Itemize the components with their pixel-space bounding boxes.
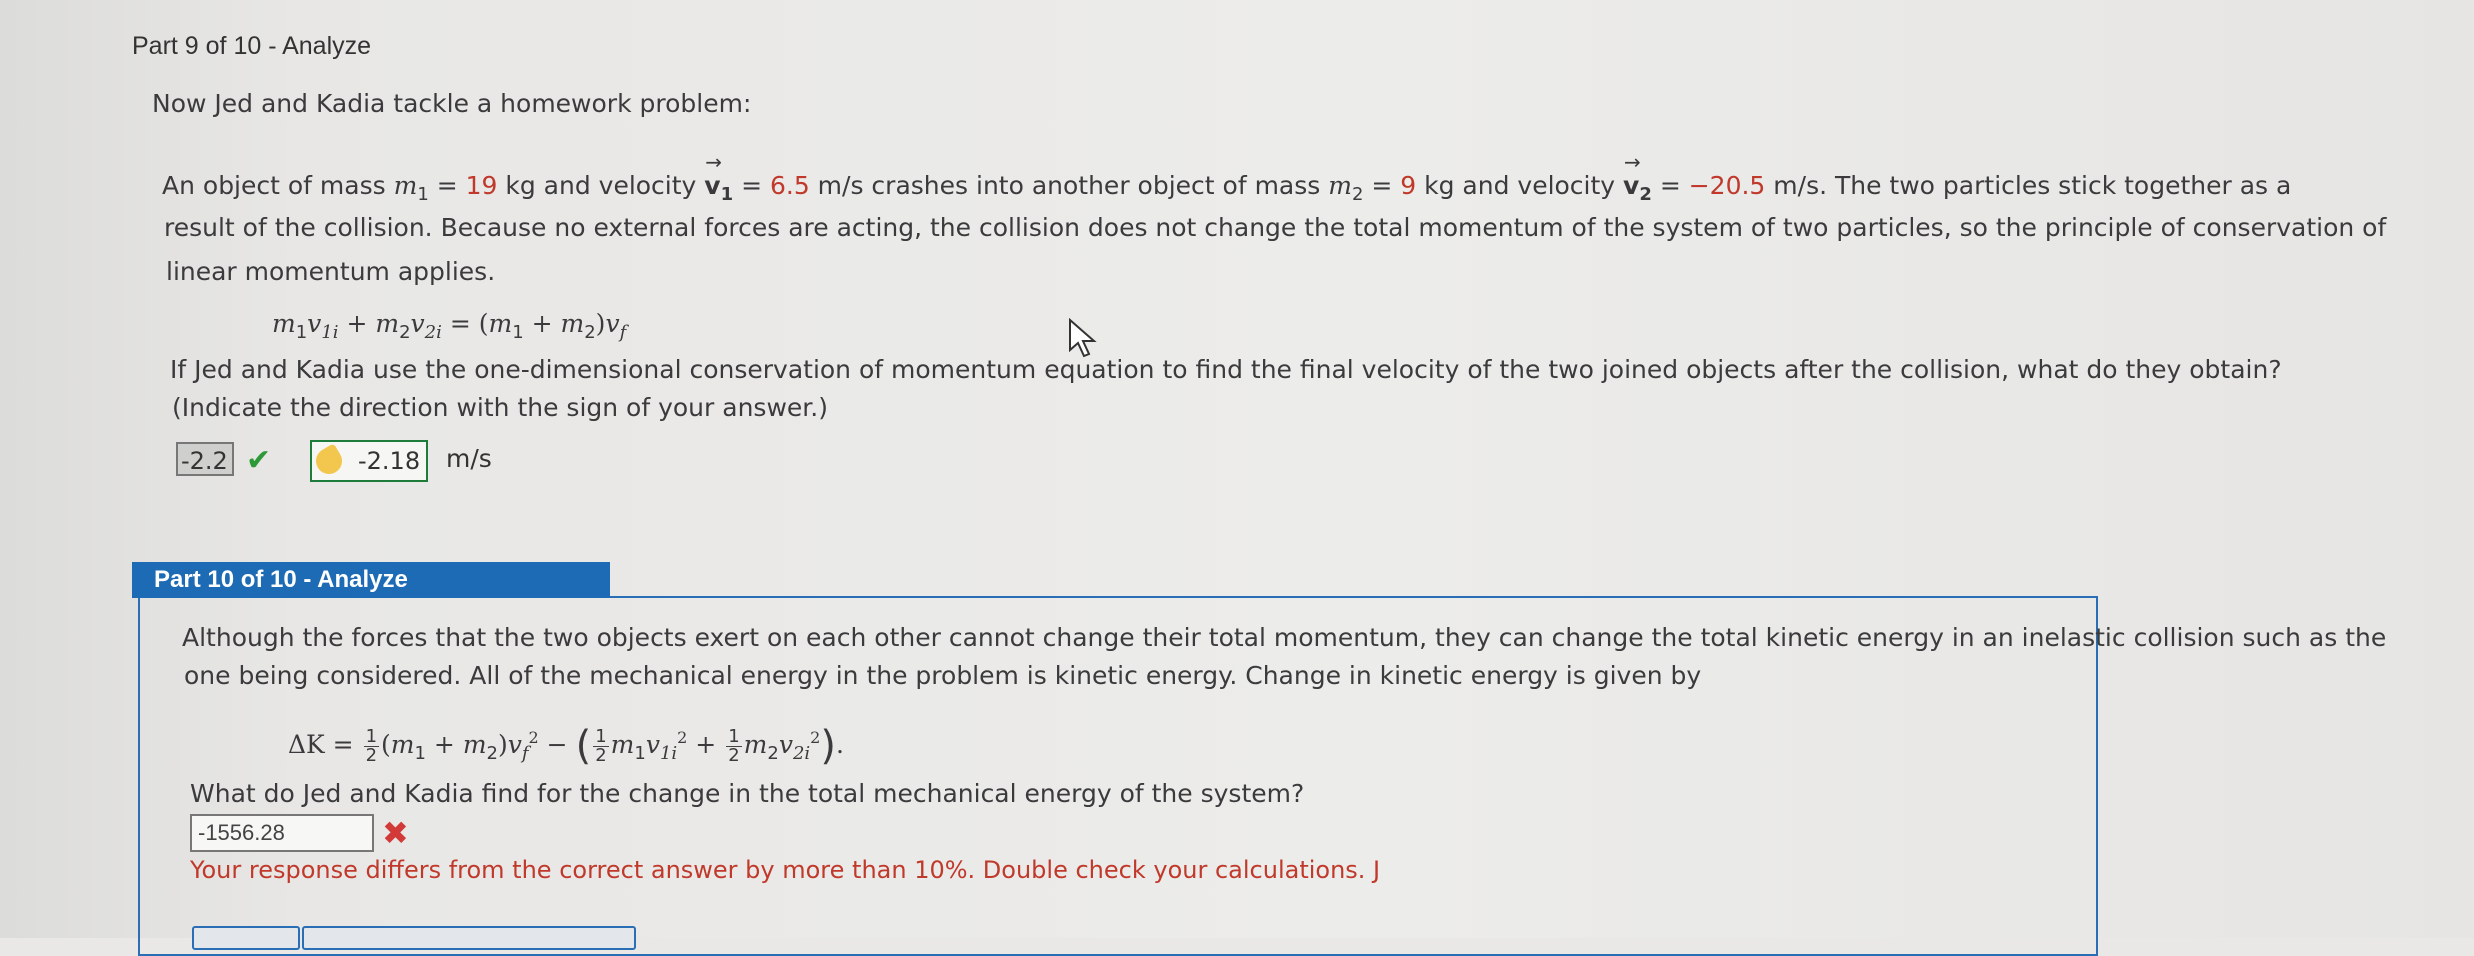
problem-line-1: An object of mass $m_1 = 19$ kg and velocity → $v_1 = 6.5$ m/s crashes into another object of mass $m_2 = 9$ kg and velocity → $v_2 = -20.5$ m/s. The two particles stick together as a: [162, 166, 2291, 215]
m2-value: 9: [1400, 171, 1417, 200]
part10-question: What do Jed and Kadia find for the change in the total mechanical energy of the system?: [190, 779, 1305, 808]
v1-value: 6.5: [769, 171, 810, 200]
part10-text-line-2: one being considered. All of the mechanical energy in the problem is kinetic energy. Change in kinetic energy is given by: [184, 661, 1702, 690]
m2-symbol: $m_2$: [1328, 171, 1364, 205]
part10-text-line-1: Although the forces that the two objects exert on each other cannot change their total momentum, they can change the total kinetic energy in an inelastic collision such as the: [182, 623, 2387, 652]
x-mark-icon: ✖: [382, 814, 409, 852]
question-line-2: (Indicate the direction with the sign of your answer.): [172, 393, 828, 422]
momentum-equation: $m_1v_{1i} + m_2v_{2i} = (m_1 + m_2)v_f$: [272, 309, 627, 343]
checkmark-icon: ✔: [246, 443, 272, 478]
m1-symbol: $m_1$: [393, 171, 429, 205]
v2-value: −20.5: [1688, 171, 1766, 200]
key-icon: [311, 443, 347, 479]
problem-line-2: result of the collision. Because no external forces are acting, the collision does not change the total momentum of the system of two particles, so the principle of conservation of: [164, 213, 2387, 242]
m1-value: 19: [465, 171, 498, 200]
part9-title: Part 9 of 10 - Analyze: [132, 32, 372, 60]
feedback-message: Your response differs from the correct answer by more than 10%. Double check your calculations. J: [190, 856, 1381, 884]
submit-button[interactable]: [192, 926, 300, 950]
energy-answer-input[interactable]: -1556.28: [190, 814, 374, 852]
key-answer-value: -2.18: [358, 447, 421, 475]
part10-header: Part 10 of 10 - Analyze: [132, 562, 610, 598]
v1-vector: → $v_1$: [704, 166, 733, 215]
key-answer-box: [310, 440, 428, 482]
v2-vector: → $v_2$: [1623, 166, 1652, 215]
problem-text-a: An object of mass: [162, 171, 394, 200]
secondary-action-button[interactable]: [302, 926, 636, 950]
answer-unit: m/s: [446, 444, 492, 473]
kinetic-energy-equation: ΔK = $\frac{1}{2}$ $(m_1 + m_2)v_f^2$ − ( $\frac{1}{2}$ $m_1v_{1i}^2$ + $\frac{1}{2}$ $m_2v_{2i}^2$).: [288, 723, 844, 769]
previous-answer-box: -2.2: [176, 442, 234, 476]
problem-line-3: linear momentum applies.: [166, 257, 496, 286]
question-line-1: If Jed and Kadia use the one-dimensional conservation of momentum equation to find the final velocity of the two joined objects after the collision, what do they obtain?: [170, 355, 2282, 384]
part9-intro: Now Jed and Kadia tackle a homework problem:: [152, 89, 752, 118]
